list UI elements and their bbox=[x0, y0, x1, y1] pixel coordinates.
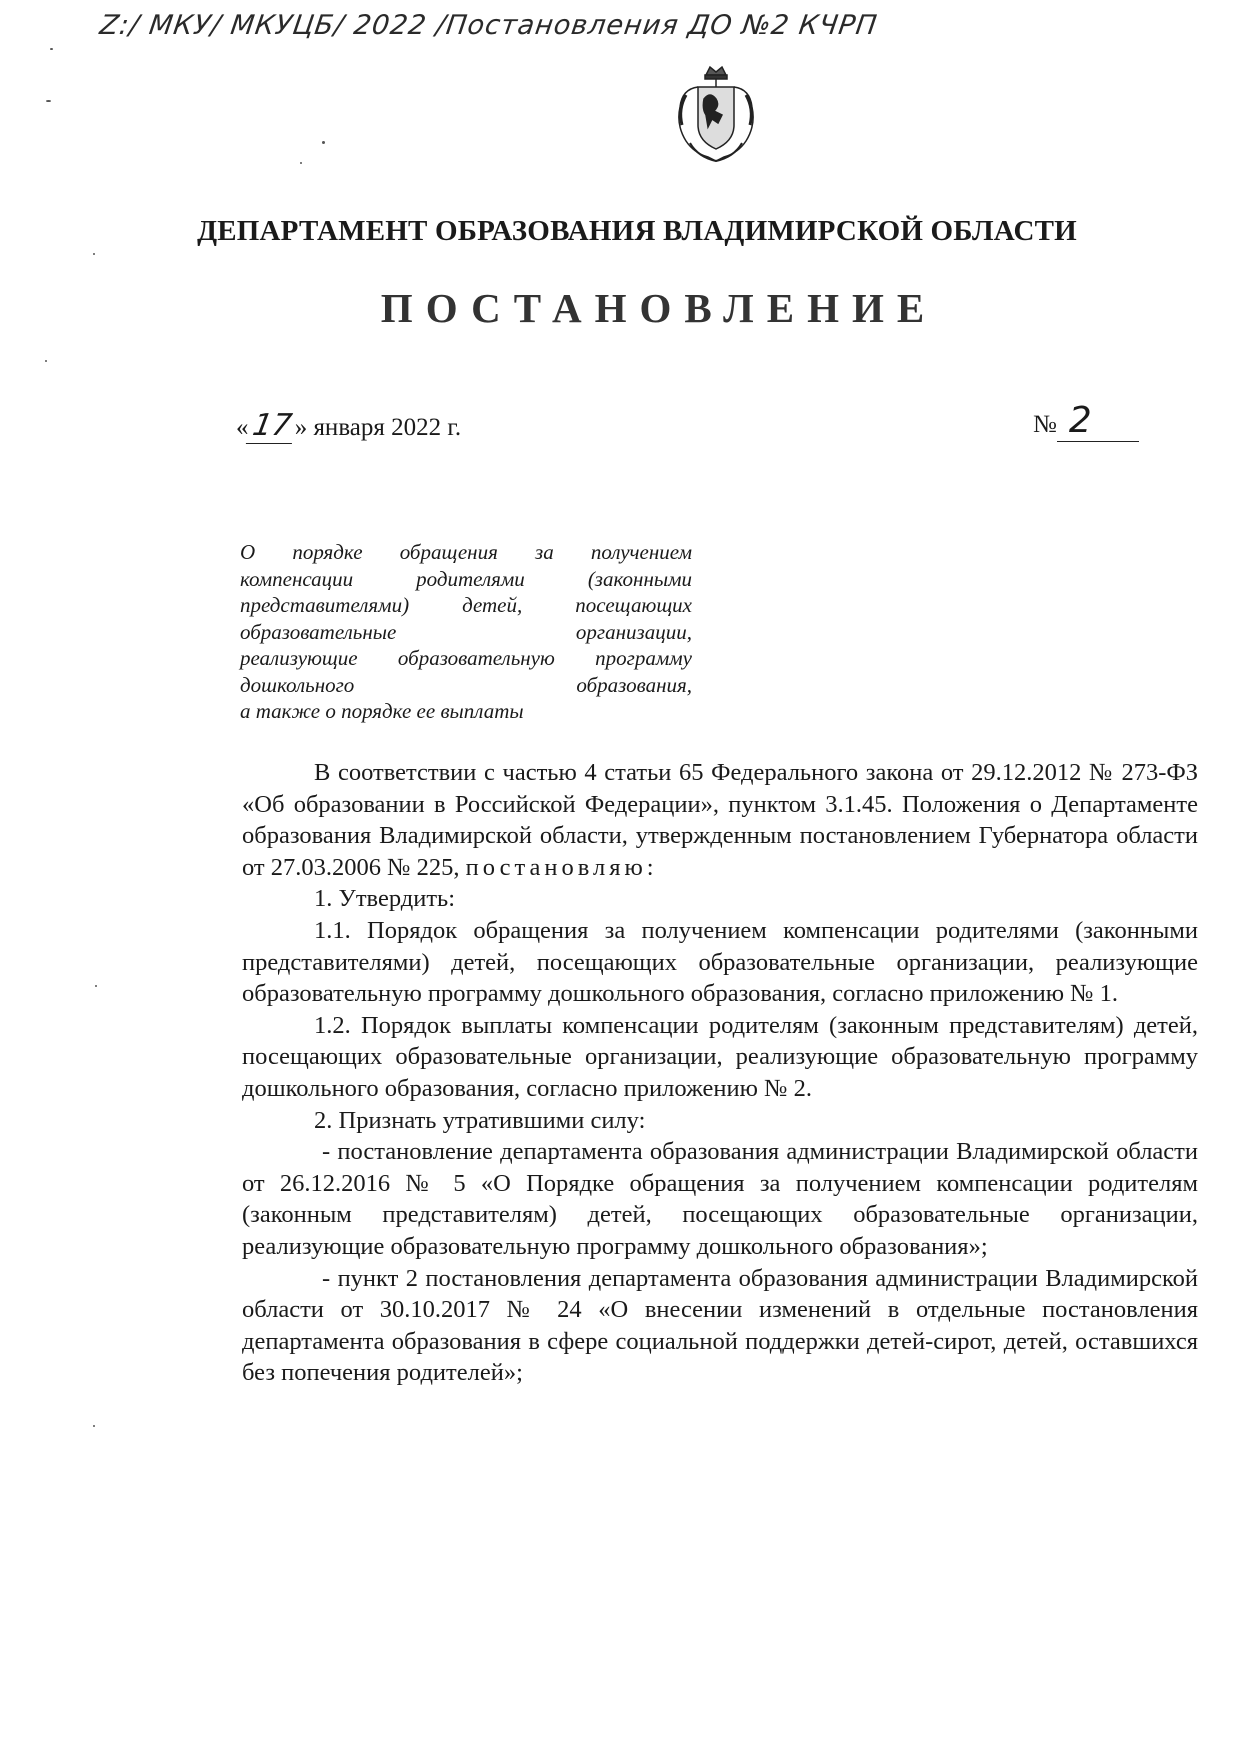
document-body bbox=[242, 757, 1198, 1389]
clause-1: 1. Утвердить: bbox=[314, 885, 456, 913]
scan-speck bbox=[93, 253, 95, 255]
subject-line: представителями) детей, посещающих bbox=[240, 593, 692, 617]
subject-line: компенсации родителями (законными bbox=[240, 566, 692, 591]
subject-line: реализующие образовательную программу bbox=[240, 646, 692, 670]
date-month-year: » января 2022 г. bbox=[294, 414, 462, 441]
preamble-text: В соответствии с частью 4 статьи 65 Федерального закона от 29.12.2012 № 273-ФЗ «Об образовании в Российской Федерации», пунктом 3.1.45. Положения о Департаменте образования Владимирской области, утвержденным постановлением Губернатора области от 27.03.2006 № 225, bbox=[242, 759, 1198, 881]
number-handwritten: 2 bbox=[1057, 400, 1139, 442]
subject-line: дошкольного образования, bbox=[240, 672, 692, 697]
scan-speck bbox=[50, 48, 53, 50]
coat-of-arms-emblem bbox=[668, 65, 764, 165]
organization-name: ДЕПАРТАМЕНТ ОБРАЗОВАНИЯ ВЛАДИМИРСКОЙ ОБЛАСТИ bbox=[197, 215, 1077, 247]
document-type-title: ПОСТАНОВЛЕНИЕ bbox=[380, 285, 938, 331]
scan-speck bbox=[300, 162, 302, 164]
subject-heading bbox=[240, 539, 692, 725]
clause-1-2: 1.2. Порядок выплаты компенсации родителям (законным представителям) детей, посещающих образовательные организации, реализующие образовательную программу дошкольного образования, согласно приложению № 2. bbox=[242, 1011, 1198, 1102]
clause-1-1: 1.1. Порядок обращения за получением компенсации родителями (законными представителями) детей, посещающих образовательные организации, реализующие образовательную программу дошкольного образования, согласно приложению № 1. bbox=[242, 916, 1198, 1008]
scan-speck bbox=[322, 141, 325, 144]
date-open-quote: « bbox=[236, 414, 249, 441]
date-day-handwritten: 17 bbox=[245, 408, 298, 444]
subject-line: а также о порядке ее выплаты bbox=[240, 699, 524, 723]
clause-2-repealed-a: - постановление департамента образования администрации Владимирской области от 26.12.2016 № 5 «О Порядке обращения за получением компенсации родителям (законным представителям) детей, посещающих образовательные организации, реализующие образовательную программу дошкольного образования»; bbox=[242, 1138, 1198, 1260]
scan-speck bbox=[95, 985, 97, 987]
subject-line: образовательные организации, bbox=[240, 619, 692, 644]
scan-speck bbox=[46, 100, 51, 102]
decree-word: постановляю: bbox=[465, 853, 658, 881]
clause-2-repealed-b: - пункт 2 постановления департамента образования администрации Владимирской области от 30.10.2017 № 24 «О внесении изменений в отдельные постановления департамента образования в сфере социальной поддержки детей-сирот, детей, оставшихся без попечения родителей»; bbox=[242, 1264, 1198, 1387]
subject-line: О порядке обращения за получением bbox=[240, 540, 692, 564]
preamble-paragraph bbox=[242, 757, 1198, 883]
scan-speck bbox=[93, 1425, 95, 1427]
clause-2: 2. Признать утратившими силу: bbox=[314, 1106, 646, 1134]
document-date bbox=[236, 408, 461, 444]
number-prefix: № bbox=[1033, 411, 1057, 438]
handwritten-file-path-note: Z:/ МКУ/ МКУЦБ/ 2022 /Постановления ДО №2 КЧРП bbox=[97, 10, 880, 41]
document-number bbox=[1033, 400, 1139, 442]
scan-speck bbox=[45, 360, 47, 362]
